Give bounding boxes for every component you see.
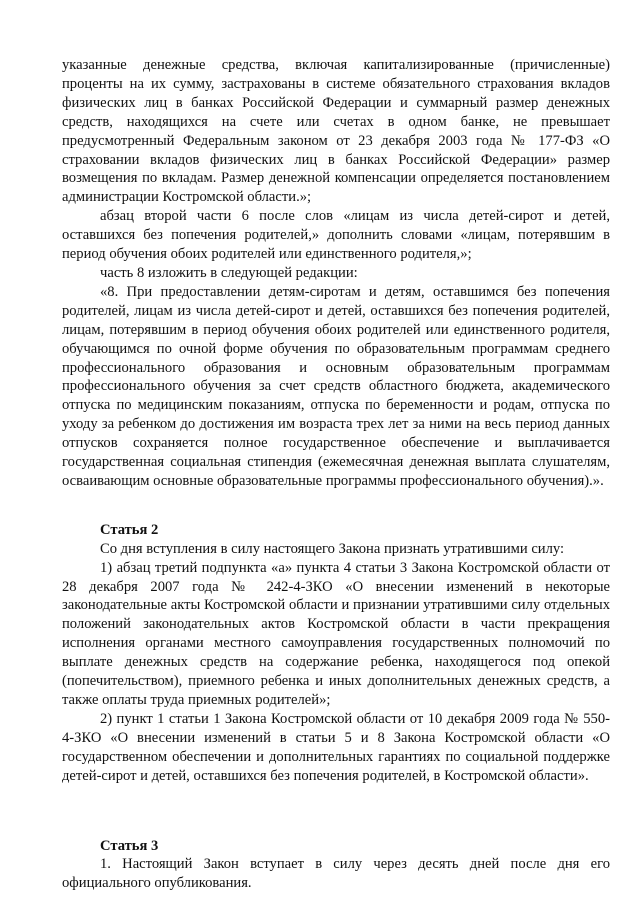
paragraph-article-2-item-1: 1) абзац третий подпункта «а» пункта 4 статьи 3 Закона Костромской области от 28 декабря 2007 года № 242-4-ЗКО «О внесении изменений в некоторые законодательные акты Костромской области и признании утратившими силу отдельных положений законодательных актов Костромской области в части прекращения исполнения органами местного самоуправления государственных полномочий по выплате денежных средств на содержание ребенка, находящегося под опекой (попечительством), приемного ребенка и иных дополнительных денежных средств, а также оплаты труда приемных родителей»;	[62, 559, 610, 708]
paragraph-continuation: указанные денежные средства, включая капитализированные (причисленные) проценты на их сумму, застрахованы в системе обязательного страхования вкладов физических лиц в банках Российской Федерации и суммарный размер денежных средств, находящихся на счете или счетах в одном банке, не превышает предусмотренный Федеральным законом от 23 декабря 2003 года № 177-ФЗ «О страховании вкладов физических лиц в банках Российской Федерации» размер возмещения по вкладам. Размер денежной компенсации определяется постановлением администрации Костромской области.»;	[62, 57, 610, 206]
paragraph-amendment-part-8-intro: часть 8 изложить в следующей редакции:	[100, 264, 358, 281]
article-3-heading: Статья 3	[100, 837, 159, 854]
paragraph-part-8-text: «8. При предоставлении детям-сиротам и детям, оставшимся без попечения родителей, лицам из числа детей-сирот и детей, оставшихся без попечения родителей, лицам, потерявшим в период обучения обоих родителей или единственного родителя, обучающимся по очной форме обучения по образовательным программам среднего профессионального образования и основным образовательным программам профессионального обучения за счет средств областного бюджета, академического отпуска по медицинским показаниям, отпуска по беременности и родам, отпуска по уходу за ребенком до достижения им возраста трех лет за ними на весь период данных отпусков сохраняется полное государственное обеспечение и выплачивается государственная социальная стипендия (ежемесячная денежная выплата слушателям, осваивающим основные образовательные программы профессионального обучения).».	[62, 283, 610, 489]
document-page	[62, 56, 610, 893]
article-2-heading: Статья 2	[100, 521, 159, 538]
paragraph-amendment-part-6: абзац второй части 6 после слов «лицам из числа детей-сирот и детей, оставшихся без попечения родителей,» дополнить словами «лицам, потерявшим в период обучения обоих родителей или единственного родителя,»;	[62, 208, 610, 263]
paragraph-article-2-item-2: 2) пункт 1 статьи 1 Закона Костромской области от 10 декабря 2009 года № 550-4-ЗКО «О внесении изменений в статьи 5 и 8 Закона Костромской области «О государственном обеспечении и дополнительных гарантиях по социальной поддержке детей-сирот и детей, оставшихся без попечения родителей, в Костромской области».	[62, 710, 610, 784]
paragraph-article-2-intro: Со дня вступления в силу настоящего Закона признать утратившими силу:	[100, 540, 565, 557]
paragraph-article-3-item-1: 1. Настоящий Закон вступает в силу через десять дней после дня его официального опубликования.	[62, 856, 610, 892]
